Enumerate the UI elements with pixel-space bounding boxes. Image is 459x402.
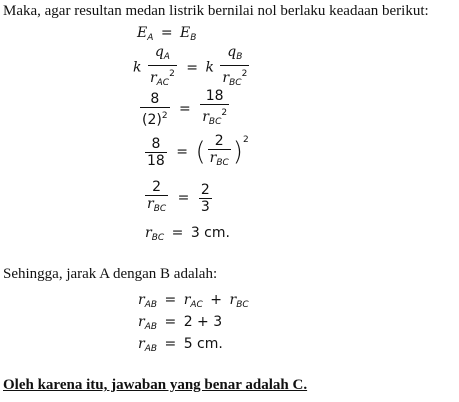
fraction-right: $\frac{q_B}{r_{BC}^2}$ (220, 44, 249, 91)
intro-text: Maka, agar resultan medan listrik bernilai nol berlaku keadaan berikut: (3, 3, 429, 19)
equation-root: $\frac{2}{r_{BC}}$ = $\frac{2}{3}$ (143, 179, 214, 217)
middle-text: Sehingga, jarak A dengan B adalah: (3, 266, 218, 282)
equation-substitution: $\frac{8}{(2)^2}$ = $\frac{18}{r_{BC}^2}$ (138, 88, 231, 130)
conclusion-text: Oleh karena itu, jawaban yang benar adalah C. (3, 377, 308, 393)
equation-ratio: $\frac{8}{18}$ = ( $\frac{2}{r_{BC}}$ )$^2$ (143, 133, 249, 171)
equation-rab-values: $r_{AB} = 2 + 3$ (138, 314, 223, 332)
equation-rab-result: $r_{AB} = 5$ cm. (138, 336, 223, 354)
fraction-left: $\frac{q_A}{r_{AC}^2}$ (148, 44, 177, 91)
equation-rbc-result: $r_{BC} = 3$ cm. (145, 225, 230, 243)
equation-coulomb: k $\frac{q_A}{r_{AC}^2}$ = k $\frac{q_B}{r_{BC}^2}$ (133, 44, 251, 91)
equation-rab-sum: $r_{AB} = r_{AC} + r_{BC}$ (138, 292, 249, 310)
equation-field-equality: $E_A = E_B$ (137, 25, 197, 43)
